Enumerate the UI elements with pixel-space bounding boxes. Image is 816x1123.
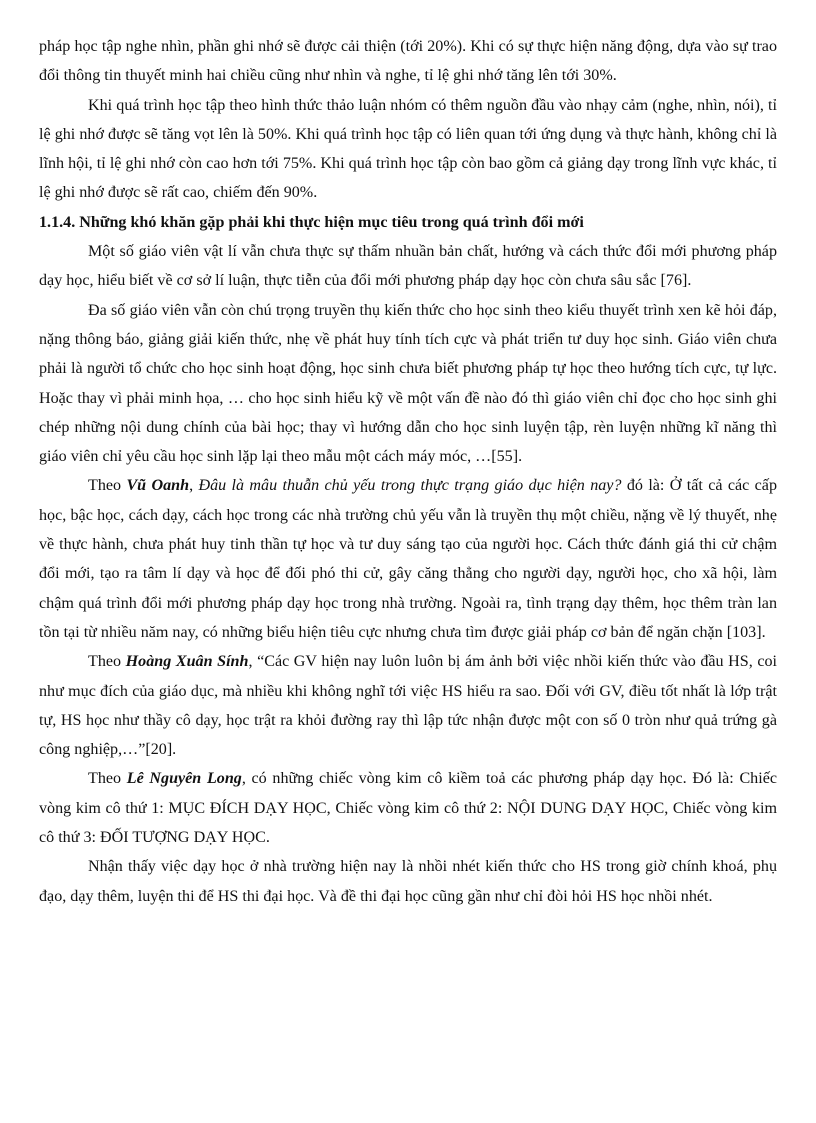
paragraph-1: pháp học tập nghe nhìn, phần ghi nhớ sẽ được cải thiện (tới 20%). Khi có sự thực hiện năng động, dựa vào sự trao đổi thông tin thuyết minh hai chiều cũng như nhìn và nghe, tỉ lệ ghi nhớ tăng lên tới 30%. <box>39 38 777 85</box>
paragraph-5-lead: Theo <box>88 477 127 495</box>
paragraph-7 <box>39 764 777 852</box>
paragraph-8: Nhận thấy việc dạy học ở nhà trường hiện nay là nhồi nhét kiến thức cho HS trong giờ chính khoá, phụ đạo, dạy thêm, luyện thi để HS thi đại học. Và đề thi đại học cũng gần như chỉ đòi hỏi HS học nhồi nhét. <box>39 858 777 905</box>
document-page <box>39 32 777 911</box>
paragraph-5-body: đó là: Ở tất cả các cấp học, bậc học, cách dạy, cách học trong các nhà trường chủ yếu vẫn là truyền thụ một chiều, nặng về lý thuyết, nhẹ về thực hành, chưa phát huy tinh thần tự học và tư duy sáng tạo của người học. Cách thức đánh giá thi cử chậm đổi mới, tạo ra tâm lí dạy và học để đối phó thi cử, gây căng thẳng cho người dạy, người học, cho xã hội, làm chậm quá trình đổi mới phương pháp dạy học trong nhà trường. Ngoài ra, tình trạng dạy thêm, học thêm tràn lan tồn tại từ nhiều năm nay, có những biểu hiện tiêu cực nhưng chưa tìm được giải pháp cơ bản để ngăn chặn [103]. <box>39 477 777 641</box>
paragraph-7-lead: Theo <box>88 770 127 788</box>
author-name: Hoàng Xuân Sính <box>125 653 249 671</box>
paragraph-2: Khi quá trình học tập theo hình thức thảo luận nhóm có thêm nguồn đầu vào nhạy cảm (nghe, nhìn, nói), tỉ lệ ghi nhớ được sẽ tăng vọt lên là 50%. Khi quá trình học tập có liên quan tới ứng dụng và thực hành, không chỉ là lĩnh hội, tỉ lệ ghi nhớ còn cao hơn tới 75%. Khi quá trình học tập còn bao gồm cả giảng dạy trong lĩnh vực khác, tỉ lệ ghi nhớ được sẽ rất cao, chiếm đến 90%. <box>39 96 777 202</box>
author-name: Vũ Oanh <box>126 477 190 495</box>
paragraph-6 <box>39 647 777 764</box>
paragraph-5 <box>39 471 777 647</box>
paragraph-6-lead: Theo <box>88 653 126 671</box>
paragraph-6-body: , “Các GV hiện nay luôn luôn bị ám ảnh bởi việc nhồi kiến thức vào đầu HS, coi như mục đích của giáo dục, mà nhiều khi không nghĩ tới việc HS hiểu ra sao. Đối với GV, điều tốt nhất là lớp trật tự, HS học như thầy cô dạy, học trật ra khỏi đường ray thì lập tức nhận được một con số 0 tròn như quả trứng gà công nghiệp,…”[20]. <box>39 653 777 759</box>
paragraph-3: Một số giáo viên vật lí vẫn chưa thực sự thấm nhuần bản chất, hướng và cách thức đổi mới phương pháp dạy học, hiểu biết về cơ sở lí luận, thực tiễn của đổi mới phương pháp dạy học còn chưa sâu sắc [76]. <box>39 243 777 290</box>
paragraph-7-body: , có những chiếc vòng kim cô kiềm toả các phương pháp dạy học. Đó là: Chiếc vòng kim cô thứ 1: MỤC ĐÍCH DẠY HỌC, Chiếc vòng kim cô thứ 2: NỘI DUNG DẠY HỌC, Chiếc vòng kim cô thứ 3: ĐỐI TƯỢNG DẠY HỌC. <box>39 770 777 847</box>
paragraph-4: Đa số giáo viên vẫn còn chú trọng truyền thụ kiến thức cho học sinh theo kiểu thuyết trình xen kẽ hỏi đáp, nặng thông báo, giảng giải kiến thức, nhẹ về phát huy tính tích cực và phát triển tư duy học sinh. Giáo viên chưa phải là người tổ chức cho học sinh hoạt động, học sinh chưa biết phương pháp tự học theo hướng tích cực, tự lực. Hoặc thay vì phải minh họa, … cho học sinh hiểu kỹ về một vấn đề nào đó thì giáo viên chỉ đọc cho học sinh ghi chép những nội dung chính của bài học; thay vì hướng dẫn cho học sinh luyện tập, rèn luyện những kĩ năng thì giáo viên chỉ yêu cầu học sinh lặp lại theo mẫu một cách máy móc, …[55]. <box>39 301 777 466</box>
section-heading: 1.1.4. Những khó khăn gặp phải khi thực hiện mục tiêu trong quá trình đổi mới <box>39 213 584 231</box>
cited-title: Đâu là mâu thuẫn chủ yếu trong thực trạng giáo dục hiện nay? <box>198 477 622 495</box>
separator: , <box>189 477 199 495</box>
author-name: Lê Nguyên Long <box>126 770 242 788</box>
